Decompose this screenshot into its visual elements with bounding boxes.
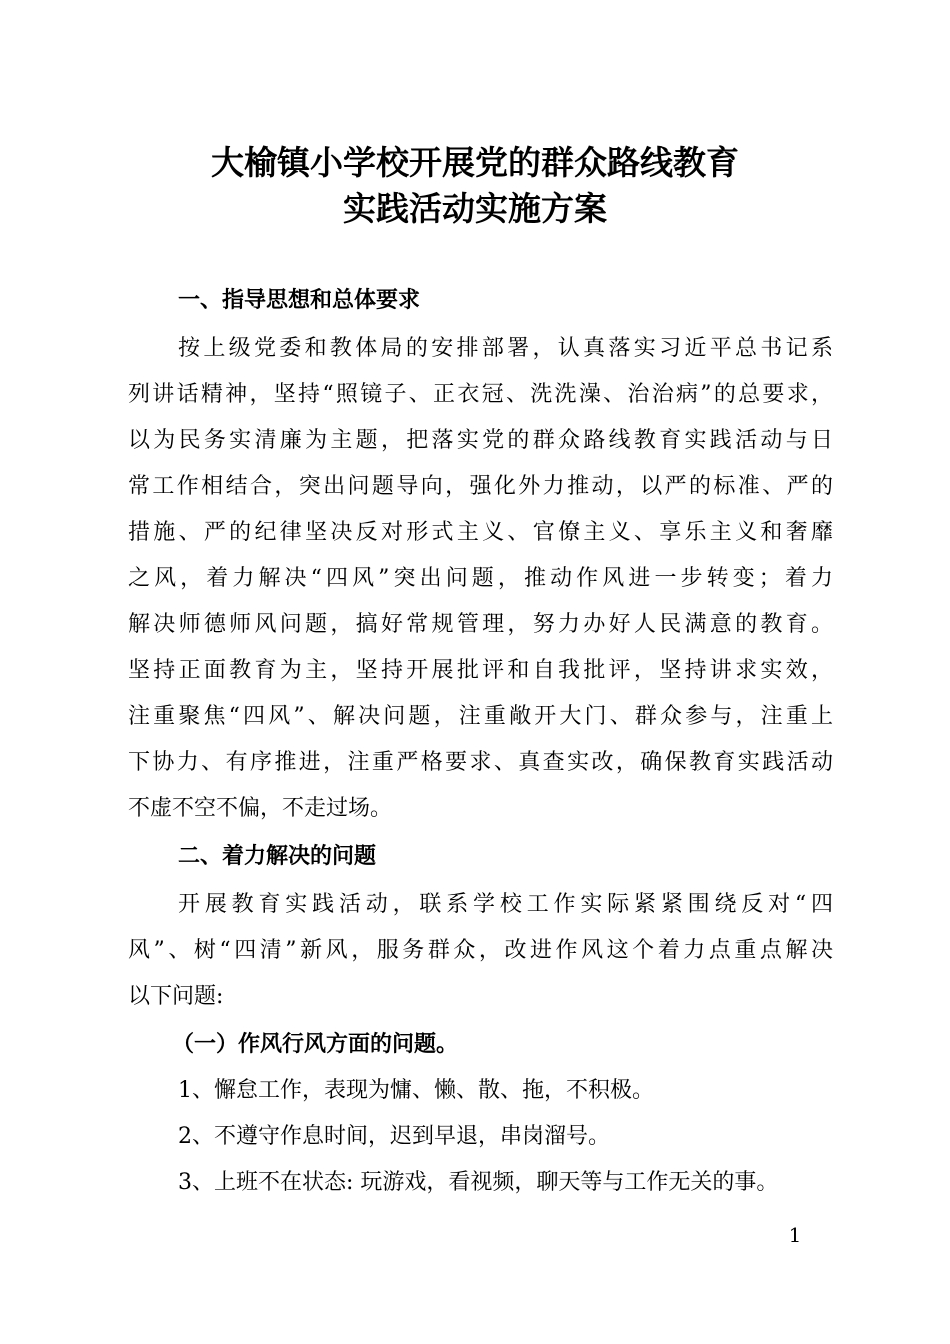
section-1-paragraph-line: 解决师德师风问题，搞好常规管理，努力办好人民满意的教育。 — [128, 612, 833, 637]
section-1-paragraph-line: 坚持正面教育为主，坚持开展批评和自我批评，坚持讲求实效， — [128, 658, 833, 683]
section-1-paragraph-line: 列讲话精神，坚持“照镜子、正衣冠、洗洗澡、治治病”的总要求， — [128, 382, 833, 407]
section-1-paragraph-line: 常工作相结合，突出问题导向，强化外力推动，以严的标准、严的 — [128, 474, 833, 499]
document-title-line-2: 实践活动实施方案 — [343, 189, 607, 228]
list-item: 1、懈怠工作，表现为慵、懒、散、拖，不积极。 — [178, 1078, 654, 1103]
section-2-heading: 二、着力解决的问题 — [178, 844, 377, 869]
section-1-paragraph-line: 之风，着力解决“四风”突出问题，推动作风进一步转变；着力 — [128, 566, 833, 591]
section-1-paragraph-line: 措施、严的纪律坚决反对形式主义、官僚主义、享乐主义和奢靡 — [128, 520, 833, 545]
section-1-paragraph-line: 下协力、有序推进，注重严格要求、真查实改，确保教育实践活动 — [128, 750, 833, 775]
section-2-paragraph-line: 以下问题: — [128, 984, 224, 1009]
document-title-line-1: 大榆镇小学校开展党的群众路线教育 — [211, 143, 739, 182]
section-2-paragraph-line: 开展教育实践活动，联系学校工作实际紧紧围绕反对“四 — [178, 892, 833, 917]
page-number: 1 — [788, 1223, 802, 1247]
list-item: 2、不遵守作息时间，迟到早退，串岗溜号。 — [178, 1124, 610, 1149]
section-2-paragraph-line: 风”、树“四清”新风，服务群众，改进作风这个着力点重点解决 — [128, 938, 833, 963]
section-1-paragraph-line: 注重聚焦“四风”、解决问题，注重敞开大门、群众参与，注重上 — [128, 704, 833, 729]
section-1-paragraph-line: 按上级党委和教体局的安排部署，认真落实习近平总书记系 — [178, 336, 833, 361]
section-1-paragraph-line: 不虚不空不偏，不走过场。 — [128, 796, 393, 821]
subsection-heading: （一）作风行风方面的问题。 — [172, 1032, 459, 1057]
list-item: 3、上班不在状态: 玩游戏，看视频，聊天等与工作无关的事。 — [178, 1170, 779, 1195]
section-1-heading: 一、指导思想和总体要求 — [178, 288, 421, 313]
section-1-paragraph-line: 以为民务实清廉为主题，把落实党的群众路线教育实践活动与日 — [128, 428, 833, 453]
